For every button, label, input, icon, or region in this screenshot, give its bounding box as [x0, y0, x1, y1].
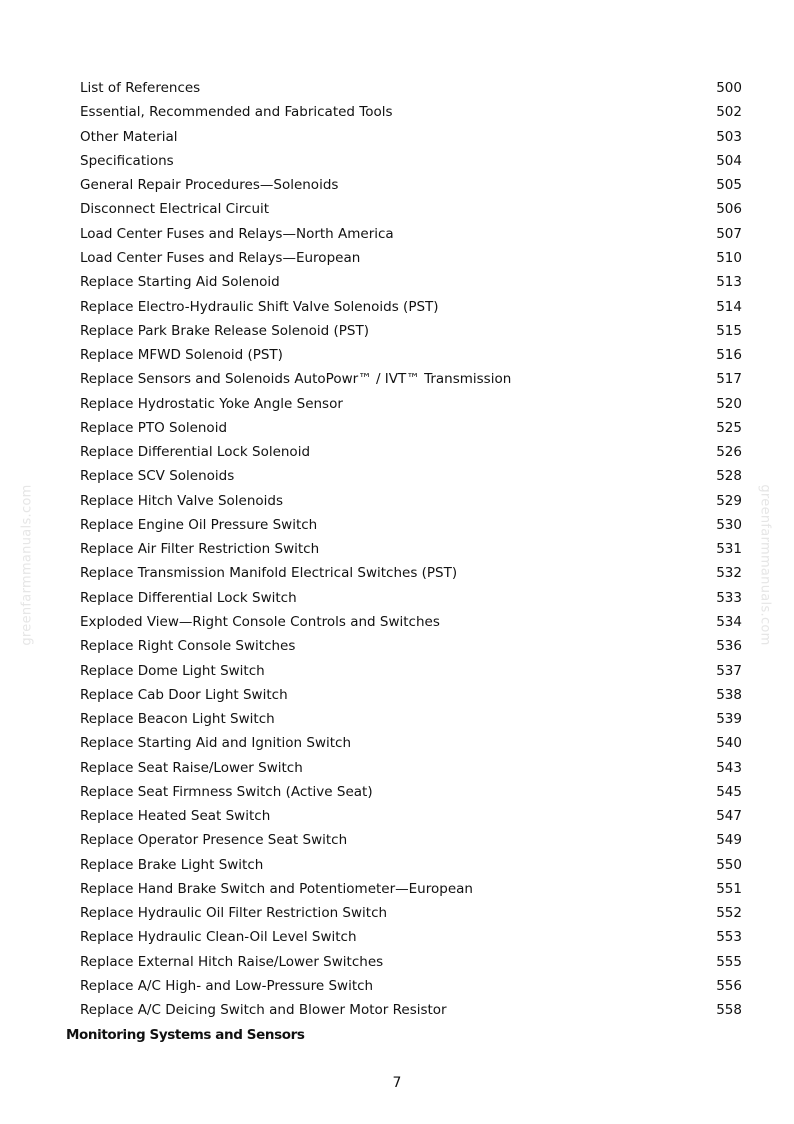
toc-entry[interactable] — [80, 464, 742, 488]
toc-entry[interactable] — [80, 586, 742, 610]
toc-entry-title[interactable]: Replace Hydraulic Clean-Oil Level Switch — [80, 929, 357, 946]
toc-entry[interactable] — [80, 610, 742, 634]
toc-entry-title[interactable]: Replace Starting Aid and Ignition Switch — [80, 735, 352, 752]
toc-entry-title[interactable]: Replace Hydrostatic Yoke Angle Sensor — [80, 395, 343, 412]
toc-entry-title[interactable]: Replace Air Filter Restriction Switch — [80, 541, 320, 558]
toc-entry[interactable] — [80, 634, 742, 658]
toc-entry-title[interactable]: Replace Beacon Light Switch — [80, 711, 275, 728]
toc-entry-page-number[interactable]: 529 — [716, 492, 742, 509]
toc-entry[interactable] — [80, 707, 742, 731]
toc-entry-title[interactable]: Replace Brake Light Switch — [80, 856, 264, 873]
toc-entry[interactable] — [80, 828, 742, 852]
toc-entry-page-number[interactable]: 537 — [716, 662, 742, 679]
toc-entry-page-number[interactable]: 528 — [716, 468, 742, 485]
toc-entry-page-number[interactable]: 526 — [716, 444, 742, 461]
toc-entry-title[interactable]: Load Center Fuses and Relays—North America — [80, 225, 394, 242]
toc-entry-title[interactable]: Replace Operator Presence Seat Switch — [80, 832, 348, 849]
toc-entry[interactable] — [80, 100, 742, 124]
toc-entry-title[interactable]: Replace Cab Door Light Switch — [80, 686, 288, 703]
toc-entry-page-number[interactable]: 506 — [716, 201, 742, 218]
toc-entry-page-number[interactable]: 556 — [716, 977, 742, 994]
toc-entry-page-number[interactable]: 500 — [716, 80, 742, 97]
toc-entry-title[interactable]: Replace Differential Lock Switch — [80, 589, 297, 606]
toc-entry[interactable] — [80, 804, 742, 828]
toc-entry-title[interactable]: Replace Differential Lock Solenoid — [80, 444, 311, 461]
toc-entry-page-number[interactable]: 539 — [716, 711, 742, 728]
toc-entry-page-number[interactable]: 552 — [716, 905, 742, 922]
toc-entry[interactable] — [80, 391, 742, 415]
toc-entry-title[interactable]: Replace Electro-Hydraulic Shift Valve Solenoids (PST) — [80, 298, 439, 315]
toc-entry[interactable] — [80, 294, 742, 318]
toc-entry-page-number[interactable]: 545 — [716, 783, 742, 800]
toc-entry-title[interactable]: Replace Hand Brake Switch and Potentiometer—European — [80, 880, 473, 897]
watermark-left: greenfarmmanuals.com — [19, 484, 35, 646]
toc-entry-page-number[interactable]: 540 — [716, 735, 742, 752]
toc-entry-title[interactable]: Replace Transmission Manifold Electrical Switches (PST) — [80, 565, 458, 582]
toc-entry-page-number[interactable]: 502 — [716, 104, 742, 121]
toc-entry[interactable] — [80, 658, 742, 682]
toc-entry-page-number[interactable]: 515 — [716, 322, 742, 339]
toc-entry[interactable] — [80, 125, 742, 149]
toc-entry-title[interactable]: Replace Sensors and Solenoids AutoPowr™ / IVT™ Transmission — [80, 371, 512, 388]
toc-entry-page-number[interactable]: 516 — [716, 347, 742, 364]
toc-entry-page-number[interactable]: 532 — [716, 565, 742, 582]
toc-entry-title[interactable]: Replace Right Console Switches — [80, 638, 296, 655]
toc-entry-title[interactable]: Replace SCV Solenoids — [80, 468, 235, 485]
toc-entry[interactable] — [80, 222, 742, 246]
section-heading: Monitoring Systems and Sensors — [66, 1027, 305, 1043]
table-of-contents — [80, 76, 742, 1022]
toc-entry[interactable] — [80, 173, 742, 197]
watermark-right: greenfarmmanuals.com — [757, 484, 773, 646]
toc-entry[interactable] — [80, 974, 742, 998]
toc-entry-title[interactable]: Specifications — [80, 152, 174, 169]
toc-entry-page-number[interactable]: 505 — [716, 177, 742, 194]
toc-entry-page-number[interactable]: 534 — [716, 613, 742, 630]
toc-entry-page-number[interactable]: 555 — [716, 953, 742, 970]
toc-entry-page-number[interactable]: 503 — [716, 128, 742, 145]
toc-entry-title[interactable]: Essential, Recommended and Fabricated Tools — [80, 104, 393, 121]
toc-entry-title[interactable]: Replace MFWD Solenoid (PST) — [80, 347, 283, 364]
toc-entry-page-number[interactable]: 538 — [716, 686, 742, 703]
toc-entry-page-number[interactable]: 551 — [716, 880, 742, 897]
toc-entry[interactable] — [80, 998, 742, 1022]
toc-entry[interactable] — [80, 489, 742, 513]
toc-entry-page-number[interactable]: 530 — [716, 516, 742, 533]
toc-entry-page-number[interactable]: 533 — [716, 589, 742, 606]
toc-entry-page-number[interactable]: 543 — [716, 759, 742, 776]
toc-entry-page-number[interactable]: 520 — [716, 395, 742, 412]
toc-entry-page-number[interactable]: 514 — [716, 298, 742, 315]
toc-entry[interactable] — [80, 149, 742, 173]
page-number: 7 — [392, 1075, 402, 1091]
toc-entry-page-number[interactable]: 553 — [716, 929, 742, 946]
toc-entry-page-number[interactable]: 513 — [716, 274, 742, 291]
toc-entry[interactable] — [80, 440, 742, 464]
toc-entry-page-number[interactable]: 531 — [716, 541, 742, 558]
toc-entry-title[interactable]: Replace A/C High- and Low-Pressure Switch — [80, 977, 374, 994]
toc-entry[interactable] — [80, 755, 742, 779]
toc-entry[interactable] — [80, 731, 742, 755]
toc-entry-title[interactable]: Replace Park Brake Release Solenoid (PST) — [80, 322, 370, 339]
toc-entry[interactable] — [80, 853, 742, 877]
toc-entry[interactable] — [80, 343, 742, 367]
toc-entry[interactable] — [80, 925, 742, 949]
toc-entry-page-number[interactable]: 507 — [716, 225, 742, 242]
toc-entry-title[interactable]: Replace Starting Aid Solenoid — [80, 274, 280, 291]
toc-entry[interactable] — [80, 950, 742, 974]
toc-entry-page-number[interactable]: 536 — [716, 638, 742, 655]
toc-entry[interactable] — [80, 197, 742, 221]
toc-entry[interactable] — [80, 76, 742, 100]
toc-entry-title[interactable]: Replace Hydraulic Oil Filter Restriction Switch — [80, 905, 388, 922]
toc-entry-page-number[interactable]: 525 — [716, 419, 742, 436]
toc-entry-title[interactable]: Replace Seat Firmness Switch (Active Seat) — [80, 783, 373, 800]
toc-entry[interactable] — [80, 319, 742, 343]
toc-entry[interactable] — [80, 683, 742, 707]
toc-entry-page-number[interactable]: 547 — [716, 808, 742, 825]
toc-entry-title[interactable]: Replace Engine Oil Pressure Switch — [80, 516, 318, 533]
toc-entry-title[interactable]: Replace PTO Solenoid — [80, 419, 228, 436]
toc-entry-page-number[interactable]: 517 — [716, 371, 742, 388]
toc-entry-page-number[interactable]: 550 — [716, 856, 742, 873]
toc-entry-title[interactable]: Exploded View—Right Console Controls and Switches — [80, 613, 440, 630]
toc-entry-title[interactable]: Replace Hitch Valve Solenoids — [80, 492, 284, 509]
toc-entry-page-number[interactable]: 504 — [716, 152, 742, 169]
toc-entry-title[interactable]: Load Center Fuses and Relays—European — [80, 249, 361, 266]
toc-entry[interactable] — [80, 513, 742, 537]
toc-entry[interactable] — [80, 780, 742, 804]
toc-entry[interactable] — [80, 270, 742, 294]
toc-entry[interactable] — [80, 561, 742, 585]
toc-entry-page-number[interactable]: 510 — [716, 249, 742, 266]
toc-entry-title[interactable]: Disconnect Electrical Circuit — [80, 201, 270, 218]
toc-entry[interactable] — [80, 877, 742, 901]
toc-entry-title[interactable]: Replace Seat Raise/Lower Switch — [80, 759, 303, 776]
toc-entry[interactable] — [80, 416, 742, 440]
toc-entry-page-number[interactable]: 549 — [716, 832, 742, 849]
toc-entry-title[interactable]: Replace Heated Seat Switch — [80, 808, 271, 825]
toc-entry-title[interactable]: Replace External Hitch Raise/Lower Switches — [80, 953, 384, 970]
toc-entry[interactable] — [80, 246, 742, 270]
toc-entry-page-number[interactable]: 558 — [716, 1002, 742, 1019]
toc-entry[interactable] — [80, 901, 742, 925]
toc-entry-title[interactable]: List of References — [80, 80, 201, 97]
toc-entry[interactable] — [80, 367, 742, 391]
toc-entry-title[interactable]: Replace Dome Light Switch — [80, 662, 265, 679]
toc-entry[interactable] — [80, 537, 742, 561]
toc-entry-title[interactable]: General Repair Procedures—Solenoids — [80, 177, 339, 194]
toc-entry-title[interactable]: Other Material — [80, 128, 178, 145]
toc-entry-title[interactable]: Replace A/C Deicing Switch and Blower Motor Resistor — [80, 1002, 447, 1019]
